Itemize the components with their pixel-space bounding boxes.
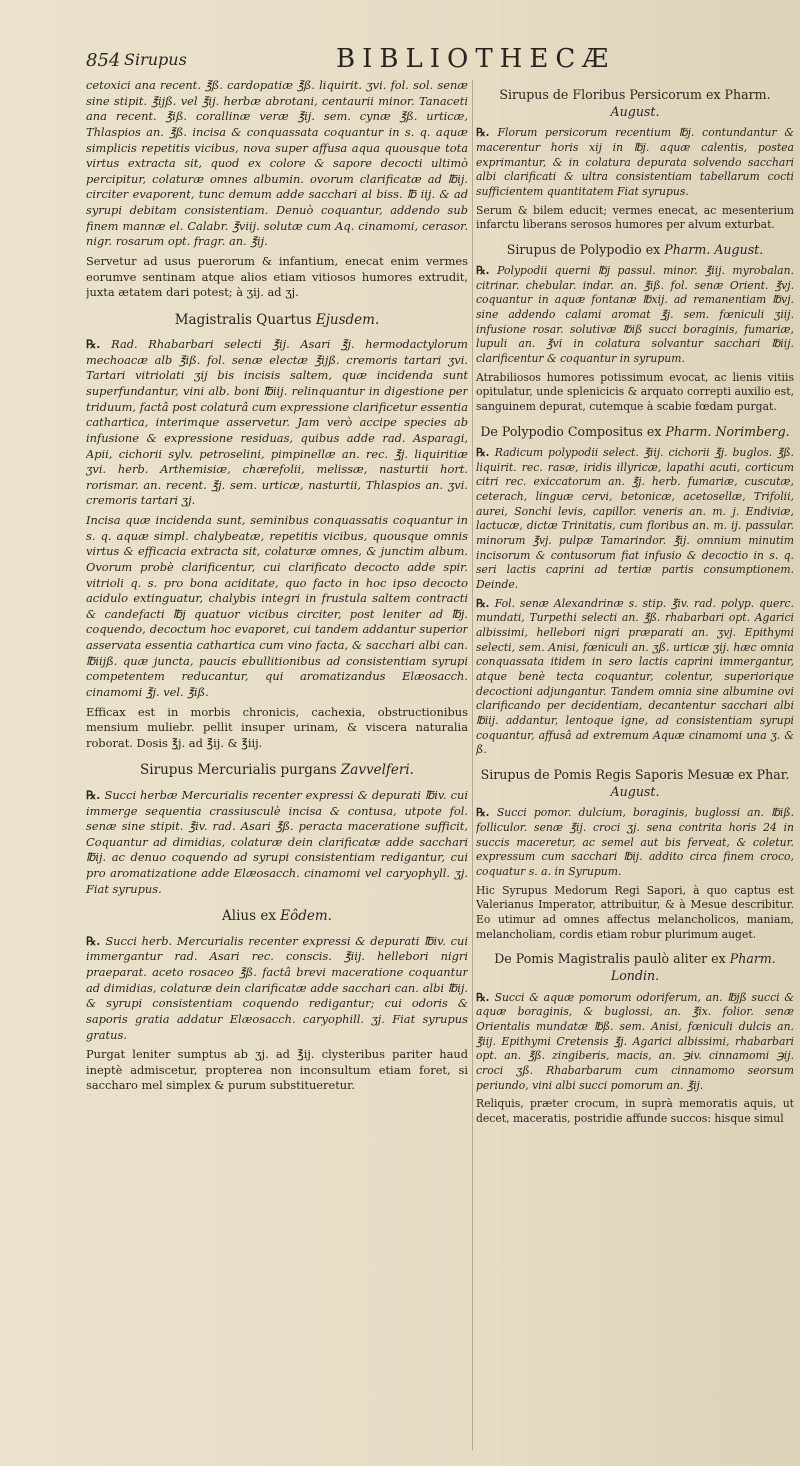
page-number: 854 — [86, 50, 121, 71]
recipe-text: cetoxici ana recent. ℥ß. cardopatiæ ℥ß. liquirit. ʒvi. fol. sol. senæ sine stipit. ℥ijß. vel ℥ij. herbæ abrotani, centaurii minor. Tanaceti ana recent. ℥iß. corallinæ veræ ℥ij. sem. cynæ ℥ß. urticæ, Thlaspios an. ℥ß. incisa & conquassata coquantur in s. q. aquæ simplicis repetitis vicibus, nova super affusa aqua quousque tota virtus extracta sit, quod ex colore & sapore decocti ultimò percipitur, colaturæ omnes albumin. ovorum clarificatæ ad ℔ij. circiter evaporent, tunc demum adde sacchari al biss. ℔ iij. & ad syrupi debitam consistentiam. Denuò coquantur, addendo sub finem mannæ el. Calabr. ℥viij. solutæ cum Aq. cinamomi, cerasor. nigr. rosarum opt. fragr. an. ℥ij. — [86, 78, 468, 249]
recipe-text: Succi herbæ Mercurialis recenter expressi & depurati ℔iv. cui immerge sequentia crassiusculè incisa & contusa, utpote fol. senæ sine stipit. ℥iv. rad. Asari ℥ß. peracta maceratione sufficit, Coquantur ad dimidias, colaturæ dein clarificatæ adde sacchari ℔ij. ac denuo coquendo ad syrupi consistentiam redigantur, cui pro aromatizatione adde Elæosacch. cinamomi vel caryophyll. ʒj. Fiat syrupus. — [86, 787, 468, 896]
heading-text: Sirupus de Polypodio ex — [506, 241, 665, 257]
recipe-paragraph — [86, 337, 468, 509]
heading-source: Zavvelferi. — [340, 762, 414, 779]
heading-source: Pharm. August. — [664, 241, 764, 257]
commentary-paragraph: Purgat leniter sumptus ab ʒj. ad ℥ij. clysteribus pariter haud ineptè admiscetur, propterea non inconsultum etiam foret, si saccharo mel simplex & purum substitueretur. — [86, 1047, 468, 1093]
running-title: Sirupus — [124, 50, 187, 69]
commentary-paragraph: Servetur ad usus puerorum & infantium, enecat enim vermes eorumve sentinam atque alios etiam vitiosos humores extrudit, juxta ætatem dari potest; à ʒij. ad ʒj. — [86, 253, 468, 300]
recipe-paragraph — [476, 446, 794, 593]
recipe-paragraph — [476, 991, 794, 1094]
recipe-paragraph — [86, 788, 468, 897]
recipe-text: Incisa quæ incidenda sunt, seminibus conquassatis coquantur in s. q. aquæ simpl. chalybeatæ, repetitis vicibus, quousque omnis virtus & efficacia extracta sit, colaturæ omnes, & junctim album. Ovorum probè clarificentur, cui clarificato decocto adde spir. vitrioli q. s. pro bona aciditate, quo facto in hoc ipso decocto acidulo extinguatur, chalybis integri in frustula saltem contracti & candefacti ℔j quatuor vicibus circiter, post leniter ad ℔j. coquendo, decoctum hoc evaporet, cui tandem addantur superior asservata essentia cathartica cum vino facta, & sacchari albi can. ℔iijß. quæ juncta, paucis ebullitionibus ad consistentiam syrupi competentem reducantur, qui aromatizandus Elæosacch. cinamomi ℥j. vel. ℥iß. — [86, 513, 468, 699]
recipe-text: Radicum polypodii select. ℥iij. cichorii ℥j. buglos. ℥ß. liquirit. rec. rasæ, iridis illyricæ, lapathi acuti, corticum citri rec. exiccatorum an. ℥j. herb. fumariæ, cuscutæ, ceterach, linguæ cervi, betonicæ, acetosellæ, Trifolii, aurei, Sonchi levis, capillor. veneris an. m. j. Endiviæ, lactucæ, dictæ Trinitatis, cum floribus an. m. ij. passular. minorum ℥vj. pulpæ Tamarindor. ℥ij. omnium minutim incisorum & contusorum fiat infusio & decoctio in s. q. seri lactis caprini ad tertiæ partis consumptionem. Deinde. — [476, 445, 794, 591]
recipe-text: Succi herb. Mercurialis recenter expressi & depurati ℔iv. cui immergantur rad. Asari rec. conscis. ℥iij. hellebori nigri praeparat. aceto rosaceo ℥ß. factâ brevi maceratione coquantur ad dimidias, colaturæ dein clarificatæ adde sacchari can. albi ℔ij. & syrupi consistentiam coquendo redigantur; cui odoris & saporis gratia addatur Elæosacch. caryophill. ʒj. Fiat syrupus gratus. — [86, 933, 468, 1042]
recipe-text: Succi & aquæ pomorum odoriferum, an. ℔jß succi & aquæ boraginis, & buglossi, an. ℥ix. folior. senæ Orientalis mundatæ ℔ß. sem. Anisi, fœniculi dulcis an. ℥iij. Epithymi Cretensis ℥j. Agarici albissimi, rhabarbari opt. an. ℥ß. zingiberis, macis, an. ℈iv. cinnamomi ℈ij. croci ʒß. Rhabarbarum cum cinnamomo seorsum periundo, vini albi succi pomorum an. ℥ij. — [476, 990, 794, 1092]
recipe-paragraph — [86, 934, 468, 1043]
recipe-symbol: ℞. — [476, 806, 497, 820]
commentary-paragraph: Serum & bilem educit; vermes enecat, ac mesenterium infarctu liberans serosos humores per alvum exturbat. — [476, 203, 794, 232]
recipe-paragraph — [476, 126, 794, 199]
heading-text: De Polypodio Compositus ex — [480, 423, 666, 439]
heading-source: Ejusdem. — [315, 311, 380, 328]
recipe-paragraph — [86, 78, 468, 250]
recipe-symbol: ℞. — [476, 264, 498, 278]
heading-source: Eôdem. — [280, 908, 332, 925]
left-column — [86, 78, 468, 1458]
heading-text: De Pomis Magistralis paulò aliter ex — [494, 951, 730, 967]
recipe-paragraph — [86, 513, 468, 701]
heading-text: Sirupus Mercurialis purgans — [140, 762, 341, 779]
heading-source: Pharm. Norimberg. — [665, 423, 790, 439]
page-header — [86, 44, 770, 78]
recipe-text: Rad. Rhabarbari selecti ℥ij. Asari ℥j. hermodactylorum mechoacæ alb ℥iß. fol. senæ electæ ℥ijß. cremoris tartari ʒvi. Tartari vitriolati ʒij bis incisis saltem, quæ incidenda sunt superfundantur, vini alb. boni ℔iij. relinquantur in digestione per triduum, factâ post colaturâ cum expressione clarificetur essentia cathartica, interimque asservetur. Jam verò accipe species ab infusione & expressione residuas, quibus adde rad. Asparagi, Apii, cichorii sylv. petroselini, pimpinellæ an. rec. ℥j. liquiritiæ ʒvi. herb. Arthemisiæ, chærefolii, melissæ, nasturtii hort. rorismar. an. recent. ℥j. sem. urticæ, nasturtii, Thlaspios an. ʒvi. cremoris tartari ʒj. — [86, 337, 468, 508]
page-title: BIBLIOTHECÆ — [336, 44, 616, 74]
section-heading — [86, 761, 468, 779]
recipe-symbol: ℞. — [86, 933, 106, 948]
heading-text: Magistralis Quartus — [174, 311, 316, 328]
heading-text: Sirupus de Pomis Regis Saporis Mesuæ ex Phar. — [480, 767, 790, 783]
right-column — [476, 78, 794, 1458]
recipe-paragraph — [476, 597, 794, 758]
heading-text: Alius ex — [222, 908, 281, 925]
commentary-paragraph: Efficax est in morbis chronicis, cachexia, obstructionibus mensium muliebr. pellit insuper urinam, & viscera naturalia roborat. Dosis ℥j. ad ℥ij. & ℥iij. — [86, 704, 468, 750]
recipe-symbol: ℞. — [476, 596, 495, 610]
section-heading — [476, 86, 794, 120]
commentary-paragraph: Atrabiliosos humores potissimum evocat, ac lienis vitiis opitulatur, unde splenicicis & arquato correpti auxilio est, sanguinem depurat, cutemque à scabie fœdam purgat. — [476, 370, 794, 414]
recipe-paragraph — [476, 264, 794, 367]
section-heading — [476, 423, 794, 440]
commentary-paragraph: Reliquis, præter crocum, in suprà memoratis aquis, ut decet, maceratis, postridie affunde succos: hisque simul — [476, 1097, 794, 1125]
heading-source: August. — [610, 104, 660, 120]
section-heading — [86, 907, 468, 925]
section-heading — [476, 241, 794, 258]
commentary-paragraph: Hic Syrupus Medorum Regi Sapori, à quo captus est Valerianus Imperator, attribuitur, & à Mesue describitur. Eo utimur ad omnes affectus melancholicos, maniam, melancholiam, cordis etiam robur plurimum auget. — [476, 883, 794, 941]
heading-source: August. — [610, 784, 660, 800]
column-divider — [472, 80, 473, 1450]
recipe-symbol: ℞. — [86, 337, 112, 352]
heading-source: Pharm. Londin. — [610, 951, 776, 984]
section-heading — [86, 311, 468, 329]
recipe-text: Succi pomor. dulcium, boraginis, buglossi an. ℔iß. folliculor. senæ ℥ij. croci ʒj. sena contrita horis 24 in succis maceretur, ac semel aut bis ferveat, & coletur. expressum cum sacchari ℔ij. addito circa finem croco, coquatur s. a. in Syrupum. — [476, 806, 794, 878]
recipe-text: Fol. senæ Alexandrinæ s. stip. ℥iv. rad. polyp. querc. mundati, Turpethi selecti an. ℥ß. rhabarbari opt. Agarici albissimi, hellebori nigri præparati an. ʒvj. Epithymi selecti, sem. Anisi, fœniculi an. ʒß. urticæ ʒij. hæc omnia conquassata itidem in sero lactis caprini immergantur, atque benè tecta coquantur, colentur, superiorique decoctioni adjungantur. Tandem omnia sine albumine ovi clarificando per decidentiam, decantentur sacchari albi ℔iij. addantur, lentoque igne, ad consistentiam syrupi coquantur, affusâ ad extremum Aquæ cinamomi una ʒ. & ß. — [476, 596, 794, 757]
recipe-paragraph — [476, 806, 794, 879]
section-heading — [476, 766, 794, 800]
recipe-symbol: ℞. — [476, 445, 495, 459]
section-heading — [476, 950, 794, 984]
recipe-symbol: ℞. — [86, 787, 105, 802]
heading-text: Sirupus de Floribus Persicorum ex Pharm. — [499, 87, 771, 102]
recipe-symbol: ℞. — [476, 990, 495, 1004]
recipe-text: Polypodii querni ℔j passul. minor. ℥iij. myrobalan. citrinar. chebular. indar. an. ℥iß. fol. senæ Orient. ℥vj. coquantur in aquæ fontanæ ℔xij. ad remanentiam ℔vj. sine addendo calami aromat ℥j. sem. fœniculi ʒiij. infusione rosar. solutivæ ℔iß succi boraginis, fumariæ, lupuli an. ℥vi in colatura solvantur sacchari ℔iij. clarificentur & coquantur in syrupum. — [476, 264, 794, 366]
recipe-symbol: ℞. — [476, 126, 498, 140]
recipe-text: Florum persicorum recentium ℔j. contundantur & macerentur horis xij in ℔j. aquæ calentis, postea exprimantur, & in colatura depurata solvendo sacchari albi clarificati & ultra consistentiam tabellarum cocti sufficientem quantitatem Fiat syrupus. — [476, 126, 794, 198]
